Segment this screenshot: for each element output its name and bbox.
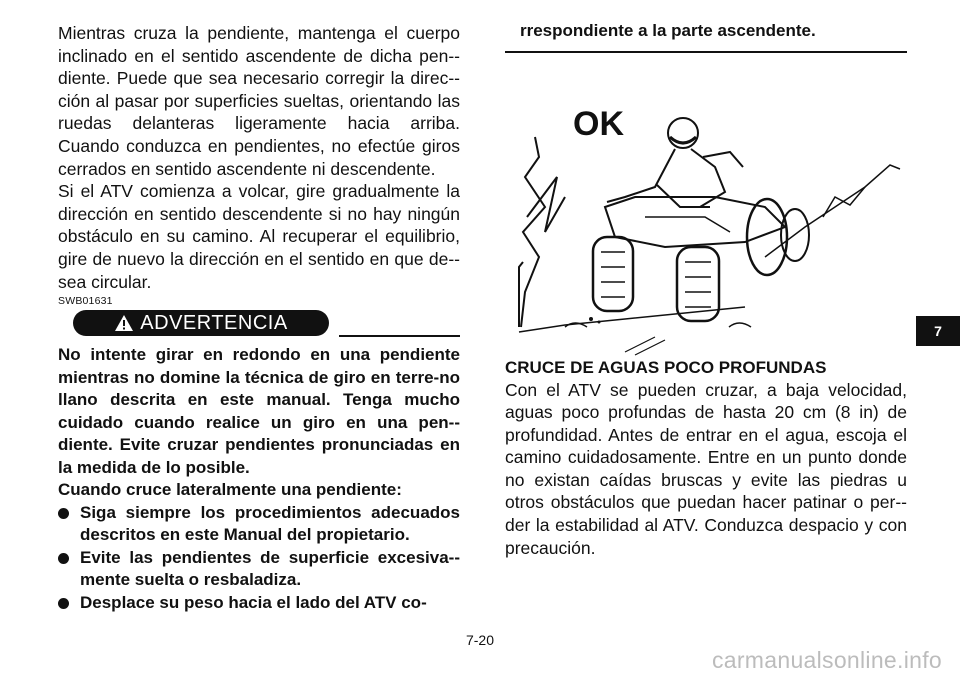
warning-triangle-icon bbox=[114, 314, 134, 332]
warning-header bbox=[58, 310, 460, 340]
lateral-heading: Cuando cruce lateralmente una pendiente: bbox=[58, 480, 402, 500]
bullet-icon bbox=[58, 598, 69, 609]
list-item: Desplace su peso hacia el lado del ATV co- bbox=[58, 592, 460, 615]
warning-label: ADVERTENCIA bbox=[140, 311, 288, 334]
bullet-icon bbox=[58, 553, 69, 564]
page-number: 7-20 bbox=[465, 632, 495, 648]
continued-bullet-text: rrespondiente a la parte ascendente. bbox=[520, 21, 816, 40]
list-item: Siga siempre los procedimientos adecuados descritos en este Manual del propietario. bbox=[58, 502, 460, 547]
bullet-list bbox=[58, 502, 460, 615]
watermark: carmanualsonline.info bbox=[711, 647, 942, 673]
atv-slope-illustration bbox=[505, 57, 907, 357]
rollover-paragraph: Si el ATV comienza a volcar, gire gradualmente la dirección en sentido descendente si no hay ningún obstáculo en su camino. Al recuperar el equilibrio, gire de nuevo la dirección en el sentido en que de-sea circular. bbox=[58, 181, 460, 292]
warning-rule bbox=[339, 335, 460, 337]
list-item: Evite las pendientes de superficie excesiva-mente suelta o resbaladiza. bbox=[58, 547, 460, 592]
bullet-icon bbox=[58, 508, 69, 519]
water-crossing-paragraph: Con el ATV se pueden cruzar, a baja velocidad, aguas poco profundas de hasta 20 cm (8 in) de profundidad. Antes de entrar en el agua, escoja el camino cuidadosamente. Entre en un punto donde no existan caídas bruscas y evite las piedras u otros obstáculos que puedan hacer patinar o per-der la estabilidad al ATV. Conduzca despacio y con precaución. bbox=[505, 379, 907, 558]
right-column bbox=[505, 22, 907, 559]
warning-text: No intente girar en redondo en una pendiente mientras no domine la técnica de giro en terre-no llano descrita en este manual. Tenga mucho cuidado cuando realice un giro en una pen-diente. Evite cruzar pendientes pronunciadas en la medida de lo posible. bbox=[58, 345, 460, 477]
atv-rider-icon bbox=[505, 57, 907, 357]
slope-crossing-paragraph: Mientras cruza la pendiente, mantenga el cuerpo inclinado en el sentido ascendente de dicha pen-diente. Puede que sea necesario corregir la direc-ción al pasar por superficies sueltas, orientando las ruedas delanteras ligeramente hacia arriba. Cuando conduzca en pendientes, no efectúe giros cerrados en sentido ascendente ni descendente. bbox=[58, 23, 460, 179]
figure-ok-label: OK bbox=[573, 104, 624, 143]
chapter-tab: 7 bbox=[916, 316, 960, 346]
warning-end-rule bbox=[505, 51, 907, 53]
warning-code: SWB01631 bbox=[58, 295, 113, 308]
warning-badge bbox=[73, 310, 329, 336]
left-column bbox=[58, 22, 460, 614]
section-title: CRUCE DE AGUAS POCO PROFUNDAS bbox=[505, 357, 827, 377]
